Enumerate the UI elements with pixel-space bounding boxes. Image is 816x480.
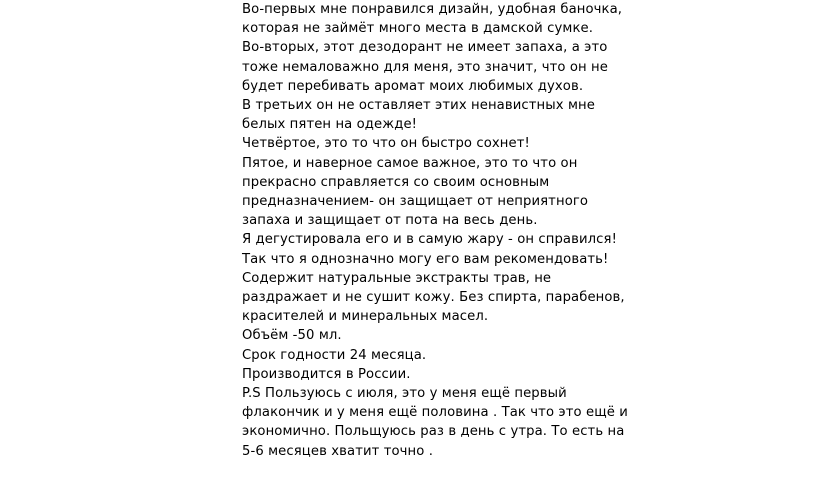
review-line: P.S Пользуюсь с июля, это у меня ещё первый [242,386,567,402]
review-line: В третьих он не оставляет этих ненавистных мне [242,98,595,114]
review-line: Содержит натуральные экстракты трав, не [242,270,552,286]
review-line: Срок годности 24 месяца. [242,347,427,363]
review-line: запаха и защищает от пота на весь день. [242,213,538,229]
review-line: Пятое, и наверное самое важное, это то что он [242,155,578,171]
review-line: тоже немаловажно для меня, это значит, что он не [242,59,608,75]
review-line: экономично. Польщуюсь раз в день с утра. То есть на [242,424,625,440]
review-line: Производится в России. [242,366,411,382]
review-line: предназначением- он защищает от неприятного [242,194,589,210]
review-line: которая не займёт много места в дамской сумке. [242,21,594,37]
review-line: Я дегустировала его и в самую жару - он справился! [242,232,617,248]
review-line: будет перебивать аромат моих любимых духов. [242,78,584,94]
review-line: прекрасно справляется со своим основным [242,174,550,190]
review-line: 5-6 месяцев хватит точно . [242,443,434,459]
review-line: Так что я однозначно могу его вам рекомендовать! [242,251,609,267]
review-line: Во-первых мне понравился дизайн, удобная баночка, [242,2,623,17]
review-line: Объём -50 мл. [242,328,342,344]
review-line: Во-вторых, этот дезодорант не имеет запаха, а это [242,40,608,56]
review-line: красителей и минеральных масел. [242,309,489,325]
review-text [242,0,628,461]
review-line: флакончик и у меня ещё половина . Так что это ещё и [242,405,628,421]
review-line: Четвёртое, это то что он быстро сохнет! [242,136,530,152]
review-line: раздражает и не сушит кожу. Без спирта, парабенов, [242,290,625,306]
review-line: белых пятен на одежде! [242,117,418,133]
